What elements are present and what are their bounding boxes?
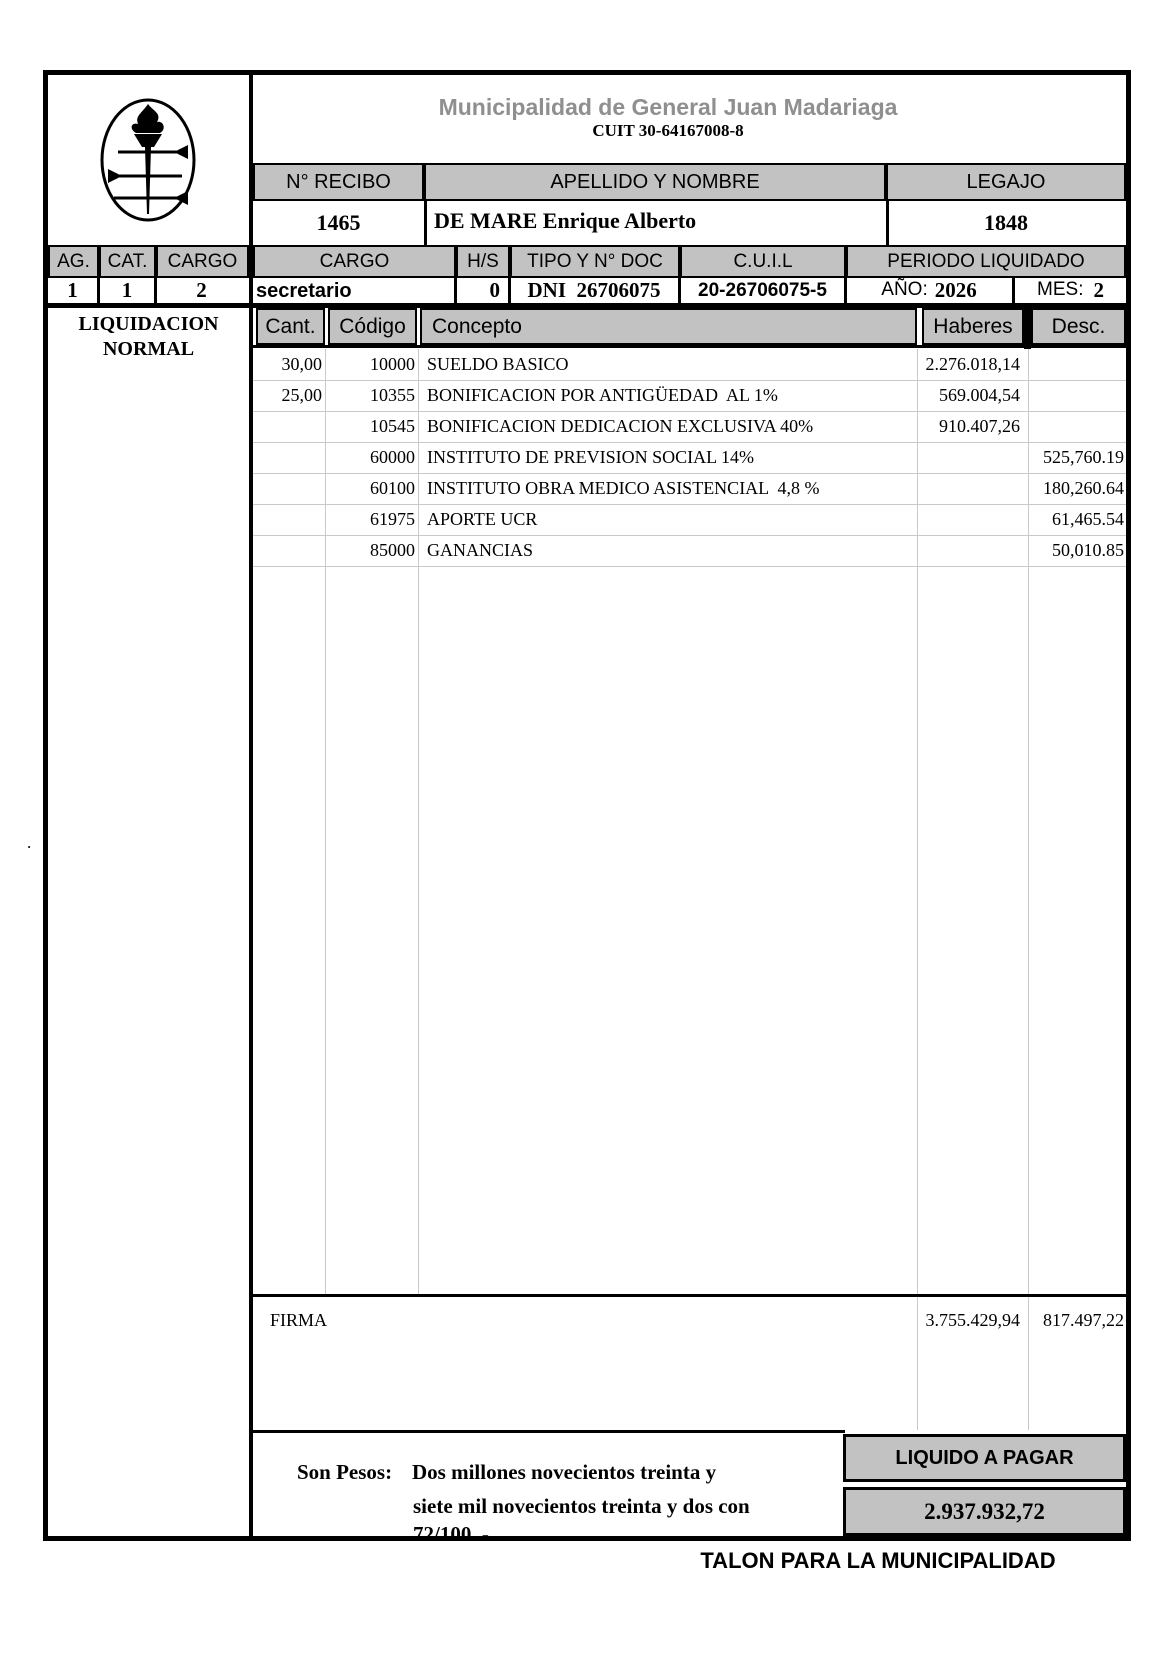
- codigo-cell: 60100: [370, 478, 415, 498]
- liquido-a-pagar-label-cell: LIQUIDO A PAGAR: [843, 1434, 1126, 1482]
- haberes-cell: [860, 442, 1020, 473]
- cat-value: 1: [121, 277, 133, 302]
- torch-arrows-emblem: [78, 86, 218, 230]
- left-column-divider: [249, 75, 253, 1536]
- liquidation-line2: NORMAL: [102, 338, 195, 360]
- cant-cell: [256, 473, 322, 504]
- recibo-number: 1465: [316, 210, 361, 235]
- haberes-total: 3.755.429,94: [925, 1310, 1020, 1330]
- hs-value: 0: [489, 278, 500, 302]
- amount-words-line3: 72/100 .-: [413, 1522, 489, 1546]
- desc-cell: 61,465.54: [1052, 509, 1124, 529]
- anio-label: AÑO:: [881, 279, 928, 300]
- doc-value: DNI 26706075: [527, 277, 661, 302]
- cargo-header-cell: CARGO: [253, 245, 456, 278]
- table-row: [0, 380, 1169, 411]
- cargo-num-value: 2: [196, 277, 207, 302]
- concepto-cell: SUELDO BASICO: [427, 354, 569, 374]
- desc-cell: [1030, 411, 1124, 442]
- amount-words-line2: siete mil novecientos treinta y dos con: [413, 1494, 750, 1518]
- concepto-cell: BONIFICACION POR ANTIGÜEDAD AL 1%: [427, 385, 778, 405]
- cant-cell: 25,00: [281, 385, 322, 405]
- codigo-cell: 60000: [370, 447, 415, 467]
- anio-value: 2026: [934, 277, 977, 302]
- cant-cell: [256, 411, 322, 442]
- mes-field: [1015, 277, 1126, 303]
- desc-cell: [1030, 349, 1124, 380]
- cuit-line: CUIT 30-64167008-8: [592, 121, 744, 140]
- apellido-header-cell: APELLIDO Y NOMBRE: [424, 163, 886, 201]
- cuil-header-cell: C.U.I.L: [680, 245, 846, 278]
- municipality-title: Municipalidad de General Juan Madariaga: [438, 94, 898, 120]
- codigo-cell: 61975: [370, 509, 415, 529]
- cargo-value: secretario: [256, 280, 352, 302]
- haberes-cell: 2.276.018,14: [925, 354, 1020, 374]
- doc-header-cell: TIPO Y N° DOC: [510, 245, 680, 278]
- hs-header-cell: H/S: [456, 245, 510, 278]
- desc-header-cell: Desc.: [1031, 308, 1126, 345]
- desc-cell: 180,260.64: [1043, 478, 1124, 498]
- table-header-bottom-line: [253, 345, 1126, 348]
- table-row: [0, 473, 1169, 504]
- ag-value: 1: [67, 277, 78, 302]
- periodo-header-cell: PERIODO LIQUIDADO: [846, 245, 1126, 278]
- cant-header-cell: Cant.: [256, 308, 325, 345]
- recibo-header-cell: N° RECIBO: [253, 163, 424, 201]
- codigo-header-cell: Código: [328, 308, 417, 345]
- concepto-cell: APORTE UCR: [427, 509, 538, 529]
- codigo-cell: 10355: [370, 385, 415, 405]
- desc-total: 817.497,22: [1043, 1310, 1124, 1330]
- talon-caption: TALON PARA LA MUNICIPALIDAD: [700, 1548, 1056, 1573]
- concepto-cell: INSTITUTO DE PREVISION SOCIAL 14%: [427, 447, 754, 467]
- concepto-cell: GANANCIAS: [427, 540, 534, 560]
- codigo-cell: 10545: [370, 416, 415, 436]
- municipal-logo: [78, 86, 218, 230]
- son-pesos-top-line: [253, 1430, 845, 1433]
- liquido-a-pagar-value-cell: 2.937.932,72: [843, 1487, 1126, 1536]
- haberes-cell: 569.004,54: [939, 385, 1020, 405]
- concepto-header-cell: Concepto: [420, 308, 917, 345]
- ag-header-cell: AG.: [48, 245, 99, 278]
- mes-value: 2: [1093, 277, 1104, 302]
- codigo-cell: 10000: [370, 354, 415, 374]
- margin-dot: .: [27, 833, 32, 852]
- row-grid-line: [253, 566, 1126, 567]
- son-pesos-label: Son Pesos:: [297, 1460, 393, 1484]
- employee-name: DE MARE Enrique Alberto: [434, 208, 697, 233]
- liquidation-line1: LIQUIDACION: [78, 313, 219, 335]
- cant-cell: 30,00: [281, 354, 322, 374]
- amount-words-line1: Dos millones novecientos treinta y: [412, 1460, 717, 1484]
- concepto-cell: INSTITUTO OBRA MEDICO ASISTENCIAL 4,8 %: [427, 478, 820, 498]
- desc-cell: 525,760.19: [1043, 447, 1124, 467]
- cat-header-cell: CAT.: [99, 245, 156, 278]
- table-row: [0, 504, 1169, 535]
- cant-cell: [256, 535, 322, 566]
- cuil-value: 20-26706075-5: [698, 279, 827, 301]
- haberes-cell: 910.407,26: [939, 416, 1020, 436]
- table-row: [0, 442, 1169, 473]
- desc-cell: 50,010.85: [1052, 540, 1124, 560]
- anio-field: [846, 277, 1012, 303]
- table-row: [0, 411, 1169, 442]
- codigo-cell: 85000: [370, 540, 415, 560]
- firma-top-line: [253, 1294, 1126, 1297]
- table-row: [0, 535, 1169, 566]
- cant-cell: [256, 442, 322, 473]
- legajo-number: 1848: [984, 210, 1028, 235]
- cant-cell: [256, 504, 322, 535]
- firma-label: FIRMA: [270, 1310, 328, 1330]
- mes-label: MES:: [1037, 279, 1084, 300]
- haberes-cell: [860, 535, 1020, 566]
- cargo-num-header-cell: CARGO: [156, 245, 249, 278]
- desc-cell: [1030, 380, 1124, 411]
- haberes-desc-divider: [1024, 306, 1031, 349]
- legajo-header-cell: LEGAJO: [886, 163, 1126, 201]
- concepto-cell: BONIFICACION DEDICACION EXCLUSIVA 40%: [427, 416, 814, 436]
- table-row: [0, 349, 1169, 380]
- haberes-cell: [860, 473, 1020, 504]
- recibo-apellido-divider: [424, 199, 427, 245]
- haberes-cell: [860, 504, 1020, 535]
- haberes-header-cell: Haberes: [922, 308, 1024, 345]
